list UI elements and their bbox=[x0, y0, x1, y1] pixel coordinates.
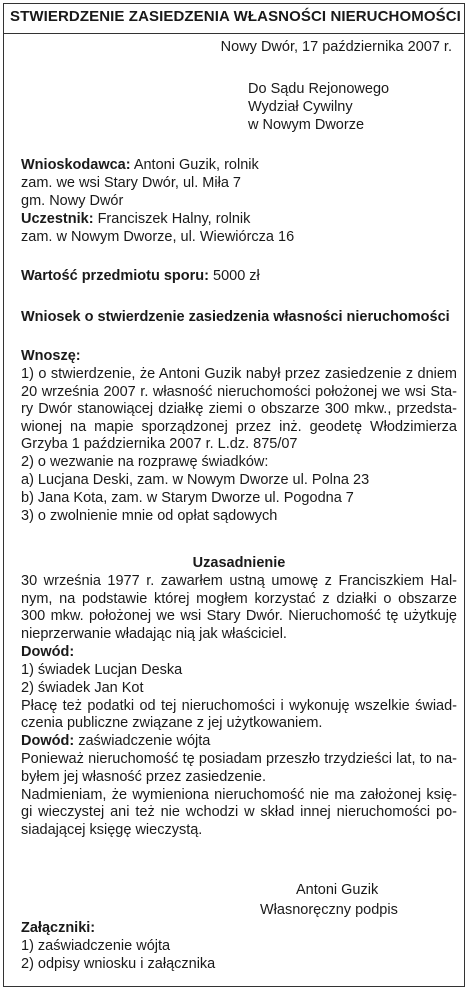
justification-line: gi wieczystej ani też nie wchodzi w skład innej nieruchomości po- bbox=[21, 804, 457, 820]
court-address bbox=[248, 81, 389, 135]
court-line: w Nowym Dworze bbox=[248, 117, 365, 133]
participant-name: Franciszek Halny, rolnik bbox=[97, 211, 251, 227]
claim-label: Wartość przedmiotu sporu: bbox=[21, 268, 209, 284]
title-divider bbox=[3, 33, 465, 34]
motion-title bbox=[21, 309, 457, 327]
place-date: Nowy Dwór, 17 października 2007 r. bbox=[220, 39, 452, 55]
justification-line: siadającej księgę wieczystą. bbox=[21, 821, 203, 838]
justification-line: Ponieważ nieruchomość tę posiadam przeszło trzydzieści lat, to na- bbox=[21, 751, 457, 767]
request-line: 3) o zwolnienie mnie od opłat sądowych bbox=[21, 508, 278, 524]
justification-line: czenia publiczne związane z jej użytkowaniem. bbox=[21, 715, 323, 731]
request-line: a) Lucjana Deski, zam. w Nowym Dworze ul. Polna 23 bbox=[21, 472, 370, 488]
attachment-item: 2) odpisy wniosku i załącznika bbox=[21, 956, 216, 972]
request-label: Wnoszę: bbox=[21, 348, 81, 364]
request-line: 20 września 2007 r. własność nieruchomości położonej we wsi Sta- bbox=[21, 383, 457, 400]
justification-line: byłem jej własność przez zasiedzenie. bbox=[21, 768, 266, 785]
applicant-label: Wnioskodawca: bbox=[21, 157, 131, 173]
justification-title: Uzasadnienie bbox=[192, 555, 286, 571]
evidence-item: 2) świadek Jan Kot bbox=[21, 679, 144, 696]
request-line: 2) o wezwanie na rozprawę świadków: bbox=[21, 454, 269, 470]
evidence-item: zaświadczenie wójta bbox=[78, 733, 211, 749]
request-line: Grzyba 1 października 2007 r. L.dz. 875/07 bbox=[21, 436, 298, 452]
justification-section bbox=[21, 555, 457, 840]
participant-address: zam. w Nowym Dworze, ul. Wiewiórcza 16 bbox=[21, 229, 295, 245]
request-line: b) Jana Kota, zam. w Starym Dworze ul. Pogodna 7 bbox=[21, 490, 354, 506]
justification-line: 300 mkw. położonej we wsi Stary Dwór. Nieruchomość tę użytkuję bbox=[21, 608, 457, 624]
applicant-name: Antoni Guzik, rolnik bbox=[133, 157, 259, 173]
motion-title-text: Wniosek o stwierdzenie zasiedzenia własności nieruchomości bbox=[21, 309, 450, 325]
justification-line: nieprzerwanie władając nią jak właściciel. bbox=[21, 625, 287, 642]
applicant-address: zam. we wsi Stary Dwór, ul. Miła 7 bbox=[21, 175, 241, 191]
evidence-item: 1) świadek Lucjan Deska bbox=[21, 661, 183, 678]
participant-label: Uczestnik: bbox=[21, 211, 94, 227]
attachment-item: 1) zaświadczenie wójta bbox=[21, 938, 171, 954]
document-title: STWIERDZENIE ZASIEDZENIA WŁASNOŚCI NIERUCHOMOŚCI bbox=[10, 8, 461, 25]
request-line: ry Dwór stanowiącej działkę ziemi o obszarze 300 mkw., przedsta- bbox=[21, 401, 457, 417]
request-line: 1) o stwierdzenie, że Antoni Guzik nabył przez zasiedzenie z dniem bbox=[21, 366, 457, 382]
justification-line: 30 września 1977 r. zawarłem ustną umowę z Franciszkiem Hal- bbox=[21, 573, 457, 589]
request-section bbox=[21, 348, 457, 526]
justification-line: Nadmieniam, że wymieniona nieruchomość nie ma założonej księ- bbox=[21, 786, 457, 803]
court-line: Do Sądu Rejonowego bbox=[248, 81, 390, 97]
signature-block bbox=[260, 882, 398, 922]
justification-line: Płacę też podatki od tej nieruchomości i wykonuję wszelkie świad- bbox=[21, 697, 457, 714]
justification-line: nym, na podstawie której mogłem korzystać z działki o obszarze bbox=[21, 590, 457, 607]
court-line: Wydział Cywilny bbox=[248, 99, 353, 115]
evidence-label: Dowód: bbox=[21, 733, 75, 749]
signature-name: Antoni Guzik bbox=[296, 882, 379, 898]
attachments-section bbox=[21, 920, 457, 974]
applicant-commune: gm. Nowy Dwór bbox=[21, 193, 124, 209]
parties-section bbox=[21, 157, 457, 247]
claim-value bbox=[21, 268, 457, 286]
claim-amount: 5000 zł bbox=[213, 268, 260, 284]
evidence-label: Dowód: bbox=[21, 643, 75, 660]
attachments-label: Załączniki: bbox=[21, 920, 96, 936]
signature-note: Własnoręczny podpis bbox=[260, 902, 398, 918]
request-line: wionej na mapie sporządzonej przez inż. geodetę Włodzimierza bbox=[21, 418, 457, 435]
